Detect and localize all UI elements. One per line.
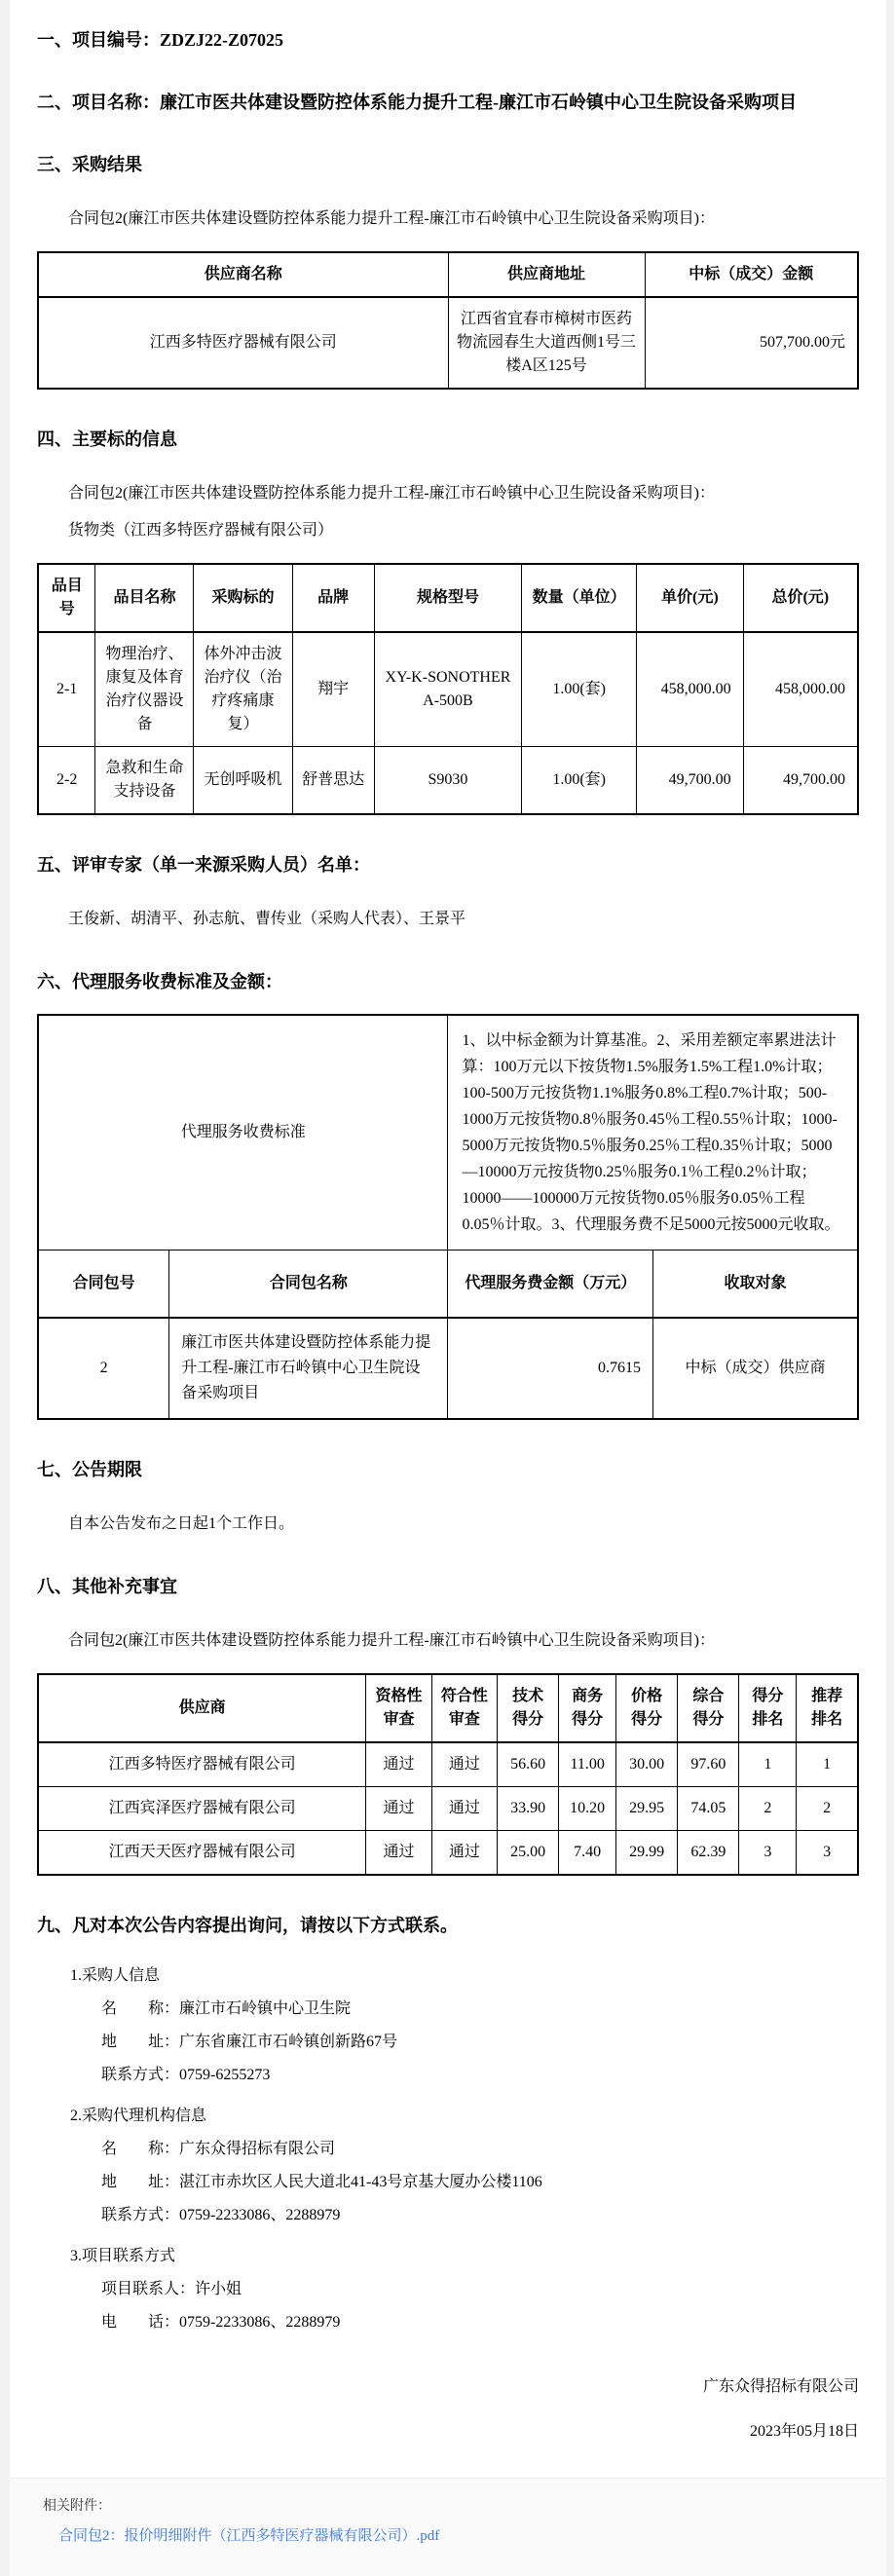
score-technical-cell: 56.60 [498,1742,559,1787]
fee-package-name-cell: 廉江市医共体建设暨防控体系能力提升工程-廉江市石岭镇中心卫生院设备采购项目 [169,1318,448,1419]
project-contact-person-line: 项目联系人：许小姐 [101,2281,242,2297]
result-table-row [38,297,858,389]
score-conformity-cell: 通过 [431,1742,497,1787]
signature-block [37,2374,859,2445]
score-business-cell: 7.40 [559,1831,616,1876]
item-model-cell: XY-K-SONOTHERA-500B [374,632,522,747]
score-conformity-cell: 通过 [431,1831,497,1876]
buyer-phone-line: 联系方式：0759-6255273 [101,2067,271,2083]
item-subject-cell: 体外冲击波治疗仪（治疗疼痛康复） [194,632,292,747]
score-col-technical: 技术得分 [498,1674,559,1742]
score-col-supplier: 供应商 [38,1674,366,1742]
signature-company: 广东众得招标有限公司 [702,2378,859,2395]
fee-package-no-cell: 2 [38,1318,169,1419]
score-overall-cell: 74.05 [678,1787,739,1831]
item-brand-cell: 翔宇 [292,632,374,747]
fee-col-charged-party: 收取对象 [652,1251,858,1319]
procurement-announcement [10,0,886,2576]
score-col-qualification: 资格性审查 [366,1674,431,1742]
fee-col-package-name: 合同包名称 [169,1251,448,1319]
expert-names-line: 王俊新、胡清平、孙志航、曹传业（采购人代表）、王景平 [68,911,466,927]
item-no-cell: 2-1 [38,632,95,747]
score-price-cell: 30.00 [616,1742,678,1787]
contract-package-line: 合同包2(廉江市医共体建设暨防控体系能力提升工程-廉江市石岭镇中心卫生院设备采购项目)： [68,485,715,502]
items-table [37,563,859,815]
score-table-header-row [38,1674,858,1742]
section-procurement-result: 三、采购结果 [37,155,142,174]
items-col-subject: 采购标的 [194,564,292,632]
item-total-price-cell: 49,700.00 [743,747,858,815]
score-rank-cell: 3 [739,1831,797,1876]
fee-standard-text-cell: 1、以中标金额为计算基准。2、采用差额定率累进法计算：100万元以下按货物1.5%服务1.5%工程1.0%计取；100-500万元按货物1.1%服务0.8%工程0.7%计取；500-1000万元按货物0.8％服务0.45％工程0.55％计取；1000-5000万元按货物0.5％服务0.25％工程0.35％计取；5000—10000万元按货物0.25％服务0.1％工程0.2％计取；10000——100000万元按货物0.05％服务0.05％工程0.05％计取。3、代理服务费不足5000元按5000元收取。 [448,1015,858,1251]
items-col-brand: 品牌 [292,564,374,632]
score-price-cell: 29.99 [616,1831,678,1876]
score-col-recommend-rank: 推荐排名 [797,1674,858,1742]
section-other-matters: 八、其他补充事宜 [37,1577,177,1596]
section-review-experts: 五、评审专家（单一来源采购人员）名单： [37,855,370,875]
items-col-quantity: 数量（单位） [522,564,637,632]
attachment-link[interactable]: 合同包2：报价明细附件（江西多特医疗器械有限公司）.pdf [58,2528,440,2544]
score-technical-cell: 25.00 [498,1831,559,1876]
score-supplier-cell: 江西天天医疗器械有限公司 [38,1831,366,1876]
contract-package-line: 合同包2(廉江市医共体建设暨防控体系能力提升工程-廉江市石岭镇中心卫生院设备采购项目)： [68,1632,715,1649]
item-no-cell: 2-2 [38,747,95,815]
agency-phone-line: 联系方式：0759-2233086、2288979 [101,2207,341,2223]
award-amount-cell: 507,700.00元 [645,297,858,389]
result-table [37,251,859,390]
score-col-conformity: 符合性审查 [431,1674,497,1742]
section-agency-fee: 六、代理服务收费标准及金额： [37,972,282,991]
fee-table-header-row [38,1251,858,1319]
item-unit-price-cell: 49,700.00 [637,747,743,815]
fee-standard-label-cell: 代理服务收费标准 [38,1015,448,1251]
items-col-total-price: 总价(元) [743,564,858,632]
score-price-cell: 29.95 [616,1787,678,1831]
item-quantity-cell: 1.00(套) [522,632,637,747]
score-qualification-cell: 通过 [366,1831,431,1876]
agency-info-title: 2.采购代理机构信息 [70,2108,207,2124]
items-col-model: 规格型号 [374,564,522,632]
score-col-score-rank: 得分排名 [739,1674,797,1742]
buyer-name-line: 名 称：廉江市石岭镇中心卫生院 [101,2000,352,2017]
section-contact-info: 九、凡对本次公告内容提出询问，请按以下方式联系。 [37,1916,458,1935]
score-col-business: 商务得分 [559,1674,616,1742]
signature-date: 2023年05月18日 [749,2423,859,2440]
score-supplier-cell: 江西宾泽医疗器械有限公司 [38,1787,366,1831]
items-table-row [38,632,858,747]
item-subject-cell: 无创呼吸机 [194,747,292,815]
agency-address-line: 地 址：湛江市赤坎区人民大道北41-43号京基大厦办公楼1106 [101,2174,542,2190]
score-col-price: 价格得分 [616,1674,678,1742]
item-unit-price-cell: 458,000.00 [637,632,743,747]
announcement-period-line: 自本公告发布之日起1个工作日。 [68,1515,295,1532]
item-brand-cell: 舒普思达 [292,747,374,815]
recommend-rank-cell: 3 [797,1831,858,1876]
score-rank-cell: 1 [739,1742,797,1787]
score-qualification-cell: 通过 [366,1742,431,1787]
item-total-price-cell: 458,000.00 [743,632,858,747]
item-name-cell: 物理治疗、康复及体育治疗仪器设备 [95,632,194,747]
fee-standard-row [38,1015,858,1251]
items-col-item-name: 品目名称 [95,564,194,632]
agency-fee-table [37,1014,859,1420]
result-col-award-amount: 中标（成交）金额 [645,252,858,297]
items-table-row [38,747,858,815]
supplier-name-cell: 江西多特医疗器械有限公司 [38,297,448,389]
score-table-row [38,1787,858,1831]
project-contact-title: 3.项目联系方式 [70,2248,176,2264]
supplier-address-cell: 江西省宜春市樟树市医药物流园春生大道西侧1号三楼A区125号 [448,297,645,389]
score-technical-cell: 33.90 [498,1787,559,1831]
score-rank-cell: 2 [739,1787,797,1831]
score-table-row [38,1831,858,1876]
goods-category-line: 货物类（江西多特医疗器械有限公司） [68,522,334,539]
section-project-number: 一、项目编号：ZDZJ22-Z07025 [37,30,284,50]
score-overall-cell: 97.60 [678,1742,739,1787]
contract-package-line: 合同包2(廉江市医共体建设暨防控体系能力提升工程-廉江市石岭镇中心卫生院设备采购项目)： [68,210,715,227]
fee-charged-party-cell: 中标（成交）供应商 [652,1318,858,1419]
buyer-info-title: 1.采购人信息 [70,1967,161,1984]
fee-col-package-no: 合同包号 [38,1251,169,1319]
item-name-cell: 急救和生命支持设备 [95,747,194,815]
score-col-overall: 综合得分 [678,1674,739,1742]
score-conformity-cell: 通过 [431,1787,497,1831]
contact-block [37,1963,859,2335]
score-table-row [38,1742,858,1787]
fee-amount-cell: 0.7615 [448,1318,653,1419]
score-qualification-cell: 通过 [366,1787,431,1831]
items-col-item-no: 品目号 [38,564,95,632]
recommend-rank-cell: 1 [797,1742,858,1787]
score-table [37,1673,859,1876]
recommend-rank-cell: 2 [797,1787,858,1831]
section-main-bid-info: 四、主要标的信息 [37,429,177,449]
attachments-label: 相关附件： [43,2499,111,2514]
score-supplier-cell: 江西多特医疗器械有限公司 [38,1742,366,1787]
score-overall-cell: 62.39 [678,1831,739,1876]
attachments-footer [10,2478,886,2576]
result-col-supplier-name: 供应商名称 [38,252,448,297]
score-business-cell: 11.00 [559,1742,616,1787]
score-business-cell: 10.20 [559,1787,616,1831]
section-announcement-period: 七、公告期限 [37,1460,142,1479]
result-table-header-row [38,252,858,297]
items-col-unit-price: 单价(元) [637,564,743,632]
fee-col-fee-amount: 代理服务费金额（万元） [448,1251,653,1319]
buyer-address-line: 地 址：广东省廉江市石岭镇创新路67号 [101,2034,398,2050]
agency-name-line: 名 称：广东众得招标有限公司 [101,2141,336,2157]
project-phone-line: 电 话：0759-2233086、2288979 [101,2314,341,2331]
items-table-header-row [38,564,858,632]
section-project-name: 二、项目名称：廉江市医共体建设暨防控体系能力提升工程-廉江市石岭镇中心卫生院设备采购项目 [37,93,797,112]
item-model-cell: S9030 [374,747,522,815]
fee-table-row [38,1318,858,1419]
item-quantity-cell: 1.00(套) [522,747,637,815]
result-col-supplier-address: 供应商地址 [448,252,645,297]
